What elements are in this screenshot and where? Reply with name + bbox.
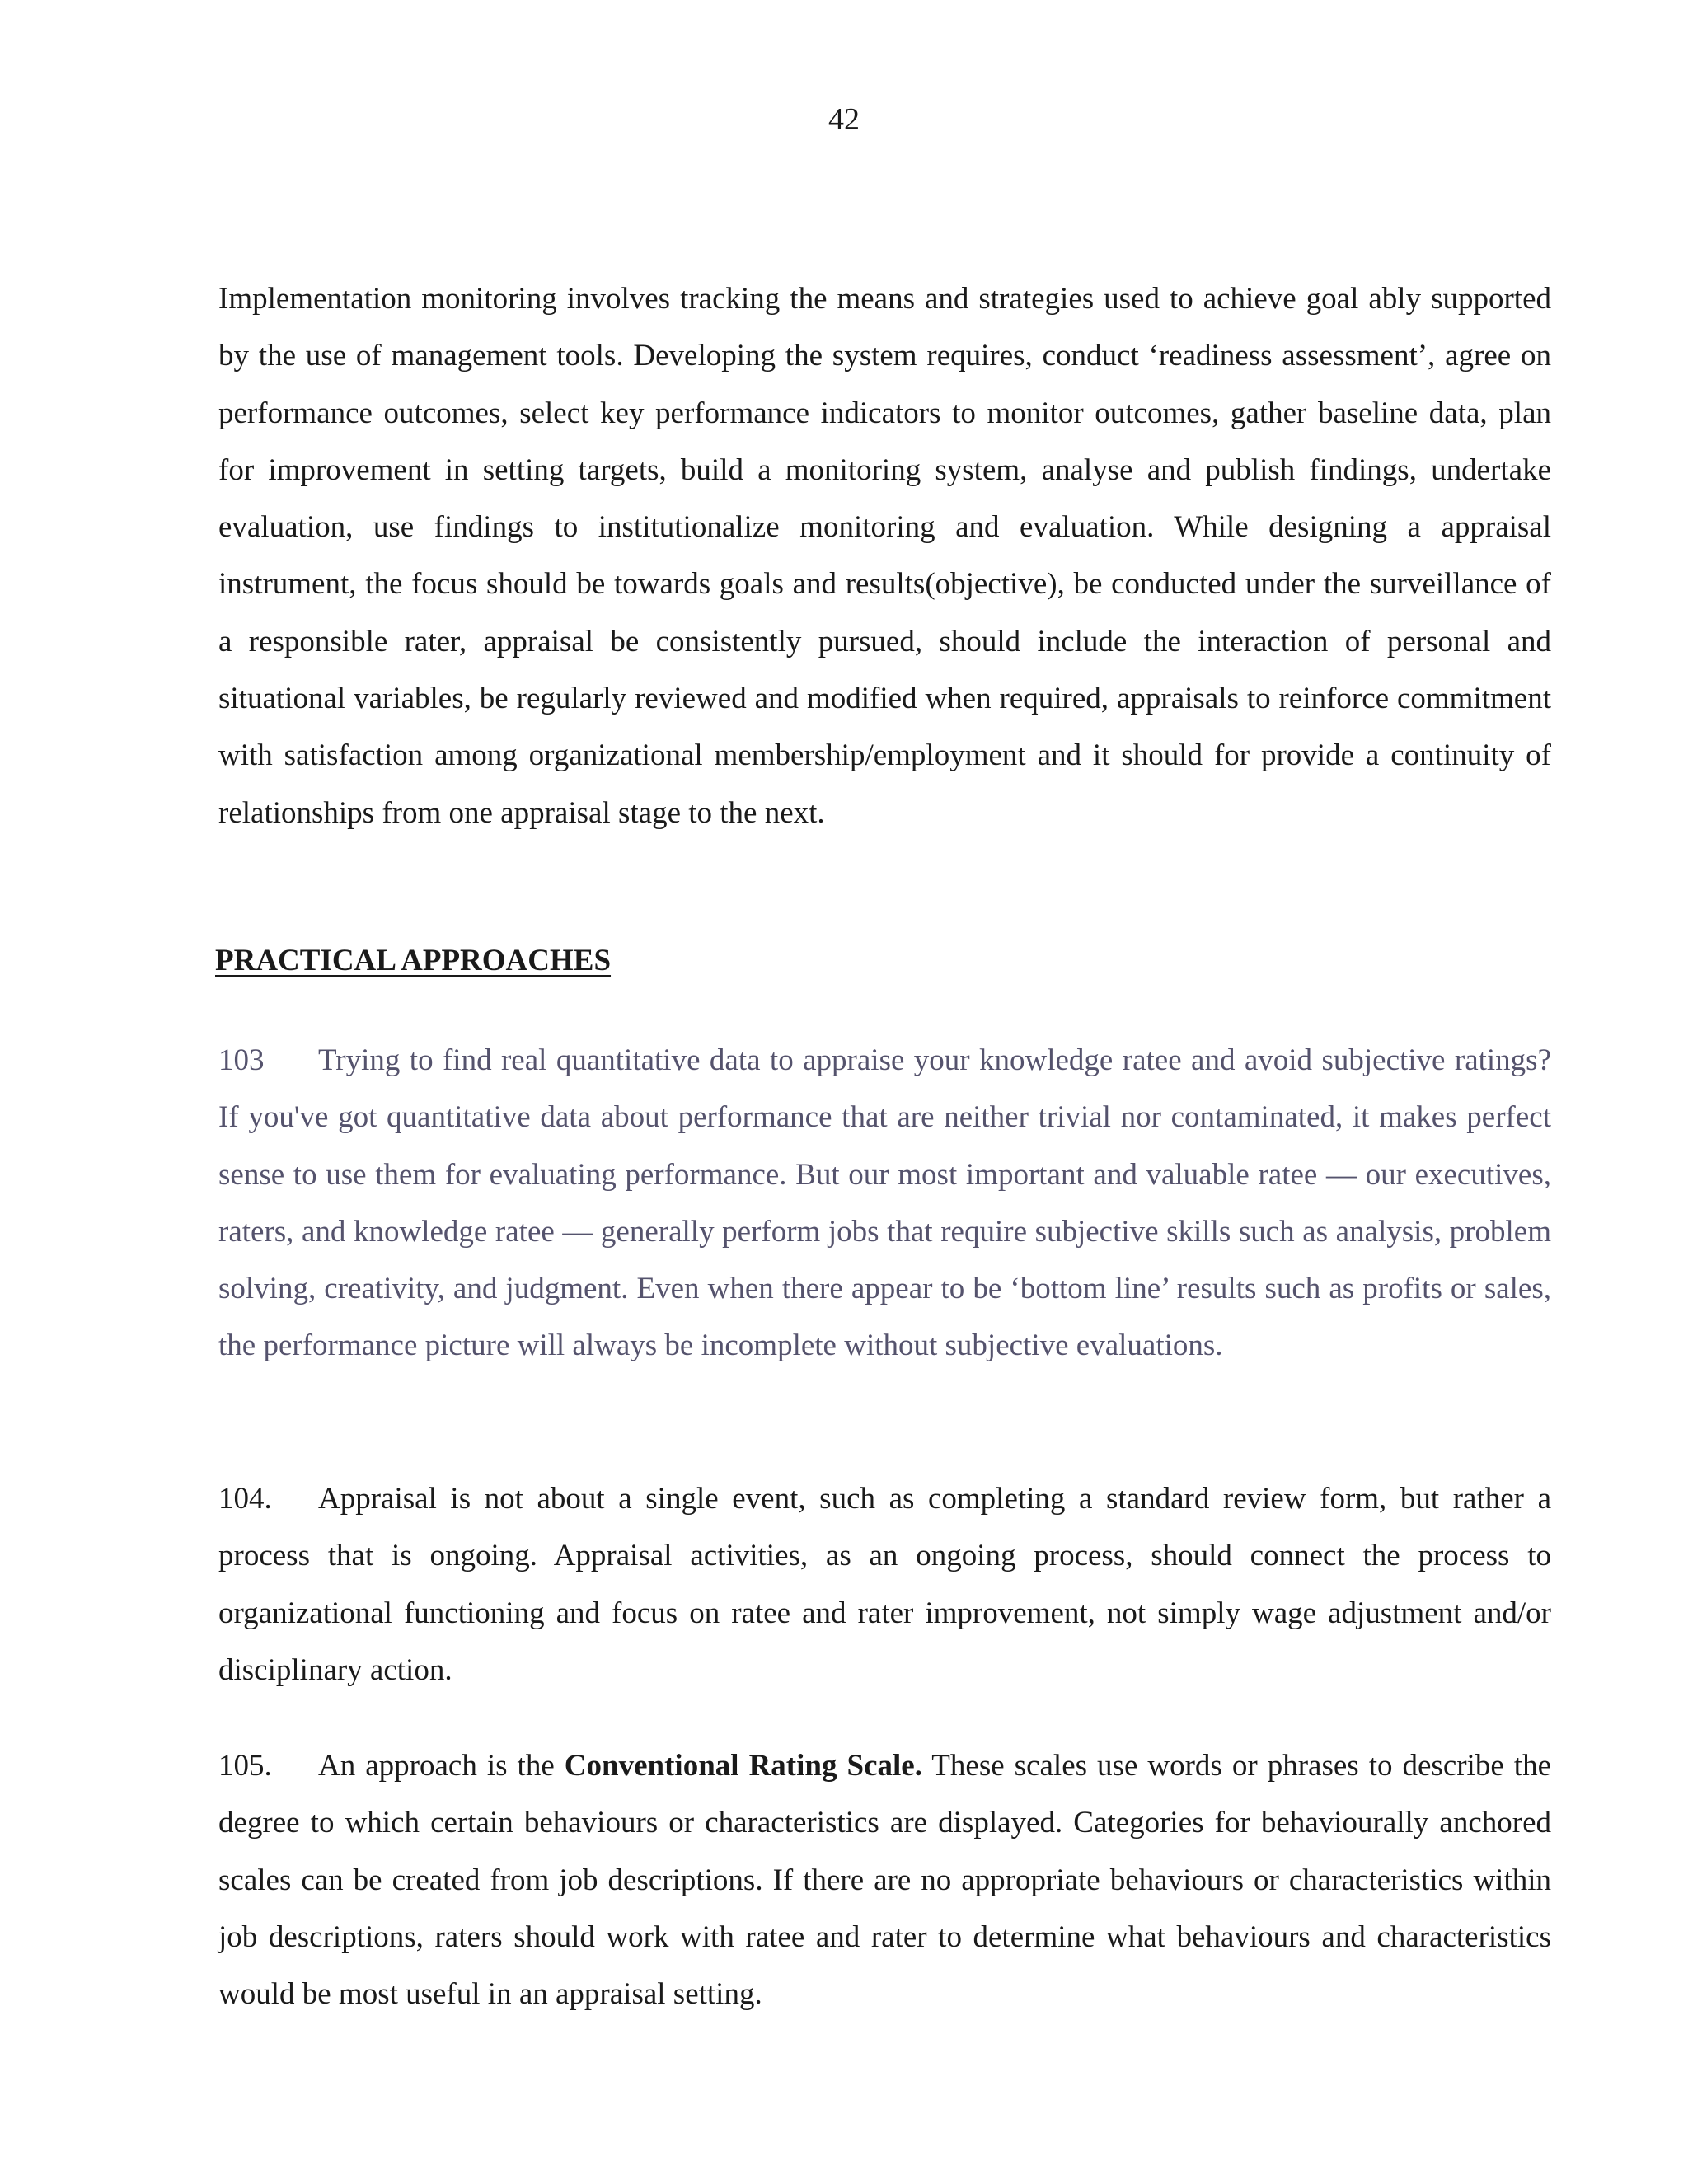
paragraph-text: Trying to find real quantitative data to appraise your knowledge ratee and avoid subjective ratings? If you've got quantitative data about performance that are neither trivial nor contaminated, it makes perfect sense to use them for evaluating performance. But our most important and valuable ratee — our executives, raters, and knowledge ratee — generally perform jobs that require subjective skills such as analysis, problem solving, creativity, and judgment. Even when there appear to be ‘bottom line’ results such as profits or sales, the performance picture will always be incomplete without subjective evaluations.	[218, 1043, 1551, 1363]
paragraph-text-after: These scales use words or phrases to describe the degree to which certain behaviours or characteristics are displayed. Categories for behaviourally anchored scales can be created from job descriptions. If there are no appropriate behaviours or characteristics within job descriptions, raters should work with ratee and rater to determine what behaviours and characteristics would be most useful in an appraisal setting.	[218, 1749, 1551, 2012]
paragraph-text: Appraisal is not about a single event, such as completing a standard review form, but rather a process that is ongoing. Appraisal activities, as an ongoing process, should connect the process to organizational functioning and focus on ratee and rater improvement, not simply wage adjustment and/or disciplinary action.	[218, 1482, 1551, 1687]
paragraph-104	[218, 1470, 1551, 1699]
section-heading: PRACTICAL APPROACHES	[215, 944, 612, 977]
paragraph-103-body	[218, 1032, 1551, 1375]
paragraph-105-body	[218, 1737, 1551, 2022]
paragraph-105	[218, 1737, 1551, 2022]
paragraph-104-body	[218, 1470, 1551, 1699]
paragraph-text-before: An approach is the	[318, 1749, 565, 1783]
conventional-rating-scale-term: Conventional Rating Scale.	[564, 1749, 922, 1783]
page-number: 42	[828, 102, 860, 137]
intro-paragraph	[218, 270, 1551, 841]
intro-paragraph-text: Implementation monitoring involves tracking the means and strategies used to achieve goal ably supported by the use of management tools. Developing the system requires, conduct ‘readiness assessment’, agree on performance outcomes, select key performance indicators to monitor outcomes, gather baseline data, plan for improvement in setting targets, build a monitoring system, analyse and publish findings, undertake evaluation, use findings to institutionalize monitoring and evaluation. While designing a appraisal instrument, the focus should be towards goals and results(objective), be conducted under the surveillance of a responsible rater, appraisal be consistently pursued, should include the interaction of personal and situational variables, be regularly reviewed and modified when required, appraisals to reinforce commitment with satisfaction among organizational membership/employment and it should for provide a continuity of relationships from one appraisal stage to the next.	[218, 282, 1551, 830]
paragraph-number: 105.	[218, 1749, 272, 1783]
paragraph-number: 103	[218, 1043, 265, 1077]
paragraph-103	[218, 1032, 1551, 1375]
paragraph-number: 104.	[218, 1482, 272, 1516]
